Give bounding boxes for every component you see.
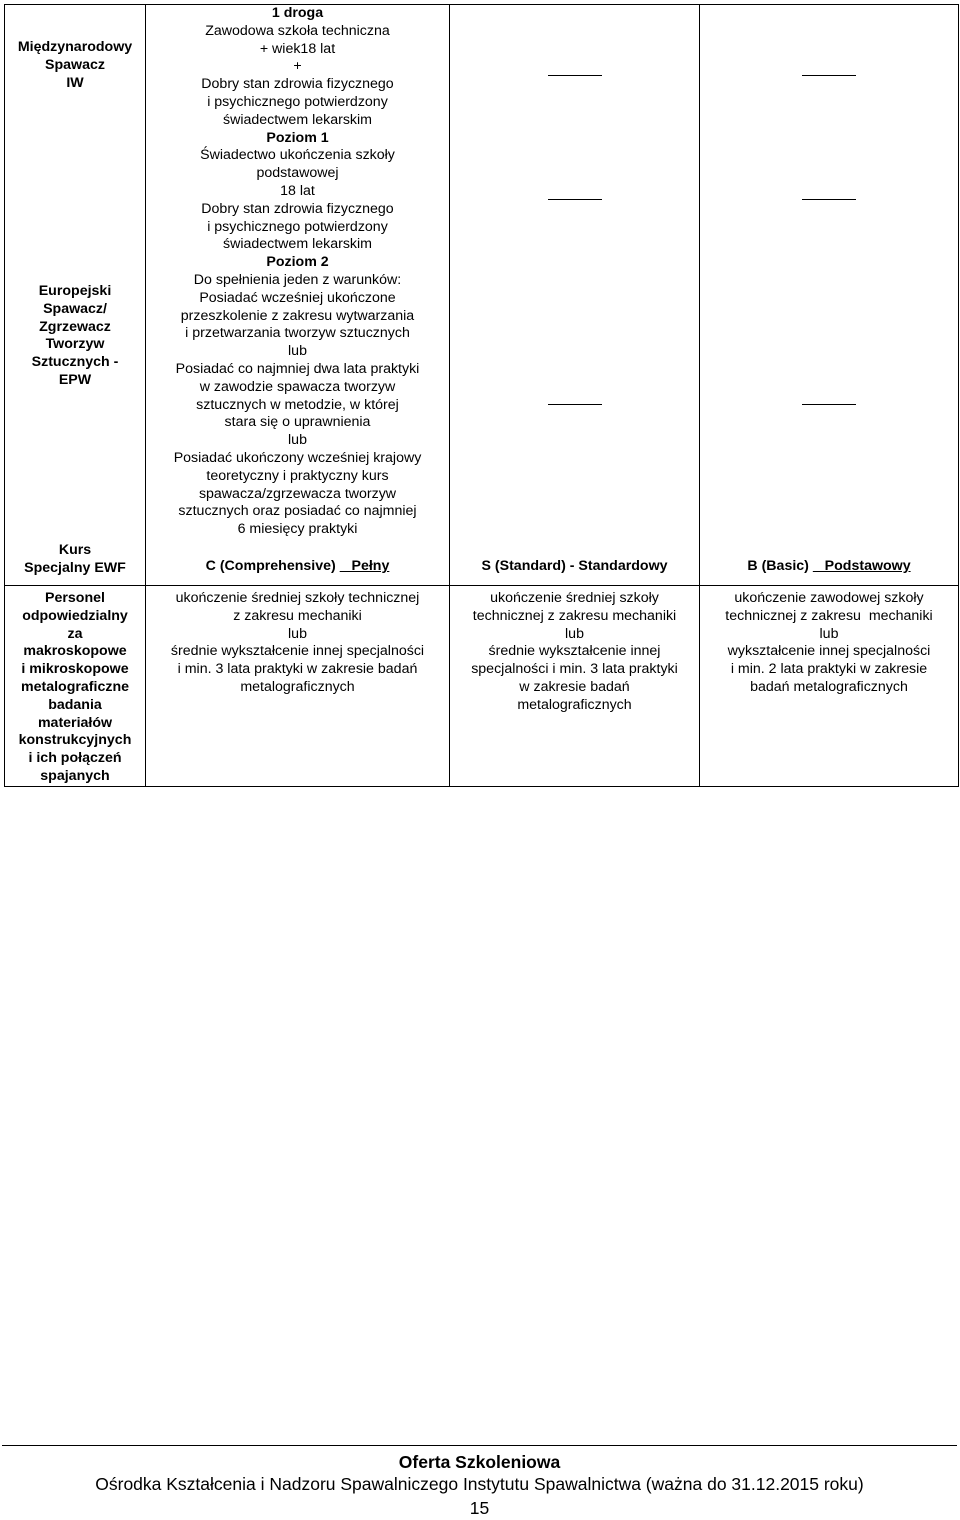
- table-row: [5, 5, 959, 586]
- label-ewf: Kurs Specjalny EWF: [24, 542, 126, 576]
- comprehensive-metallography-cell: ukończenie średniej szkoły technicznej z zakresu mechaniki lub średnie wykształcenie innej specjalności i min. 3 lata praktyki w zakresie badań metalograficznych: [146, 586, 450, 787]
- dash-line: [802, 199, 856, 200]
- droga-title: 1 droga: [271, 5, 324, 21]
- row-label-cell: [5, 586, 146, 787]
- standard-metallography-cell: ukończenie średniej szkoły technicznej z zakresu mechaniki lub średnie wykształcenie innej specjalności i min. 3 lata praktyki w zakresie badań metalograficznych: [450, 586, 700, 787]
- dash-line: [548, 404, 602, 405]
- page-number: 15: [469, 1498, 490, 1518]
- table-row: [5, 586, 959, 787]
- basic-cell: [700, 5, 959, 586]
- qualification-table: [4, 4, 959, 787]
- dash-line: [802, 404, 856, 405]
- dash-line: [548, 199, 602, 200]
- comprehensive-requirements: 1 droga Zawodowa szkoła techniczna + wiek18 lat + Dobry stan zdrowia fizycznego i psychicznego potwierdzony świadectwem lekarskim Poziom 1 Świadectwo ukończenia szkoły podstawowej 18 lat Dobry stan zdrowia fizycznego i psychicznego potwierdzony świadectwem lekarskim Poziom 2 Do spełnienia jeden z warunków: Posiadać wcześniej ukończone przeszkolenie z zakresu wytwarzania i przetwarzania tworzyw sztucznych lub Posiadać co najmniej dwa lata praktyki w zawodzie spawacza tworzyw sztucznych w metodzie, w której stara się o uprawnienia lub Posiadać ukończony wcześniej krajowy teoretyczny i praktyczny kurs spawacza/zgrzewacza tworzyw sztucznych oraz posiadać co najmniej 6 miesięcy praktyki: [146, 5, 449, 539]
- poziom1-title: Poziom 1: [266, 129, 329, 146]
- label-personel: Personel odpowiedzialny za makroskopowe i mikroskopowe metalograficzne badania materiałów konstrukcyjnych i ich połączeń spajanych: [18, 590, 132, 784]
- comprehensive-cell: [146, 5, 450, 586]
- row-label-cell: [5, 5, 146, 586]
- basic-metallography-cell: ukończenie zawodowej szkoły technicznej z zakresu mechaniki lub wykształcenie innej specjalności i min. 2 lata praktyki w zakresie badań metalograficznych: [700, 586, 959, 787]
- poziom2-title: Poziom 2: [266, 254, 329, 271]
- label-epw: Europejski Spawacz/ Zgrzewacz Tworzyw Sztucznych - EPW: [31, 283, 119, 388]
- dash-line: [548, 75, 602, 76]
- label-iw: Międzynarodowy Spawacz IW: [17, 39, 133, 91]
- header-basic: B (Basic) Podstawowy: [747, 558, 911, 574]
- standard-cell: [450, 5, 700, 586]
- dash-line: [802, 75, 856, 76]
- footer-title: Oferta Szkoleniowa: [398, 1452, 561, 1472]
- page-footer: [2, 1445, 957, 1519]
- footer-organization: Ośrodka Kształcenia i Nadzoru Spawalniczego Instytutu Spawalnictwa (ważna do 31.12.2015 roku): [95, 1474, 864, 1494]
- header-comprehensive: C (Comprehensive) Pełny: [205, 558, 390, 574]
- header-standard: S (Standard) - Standardowy: [481, 558, 668, 574]
